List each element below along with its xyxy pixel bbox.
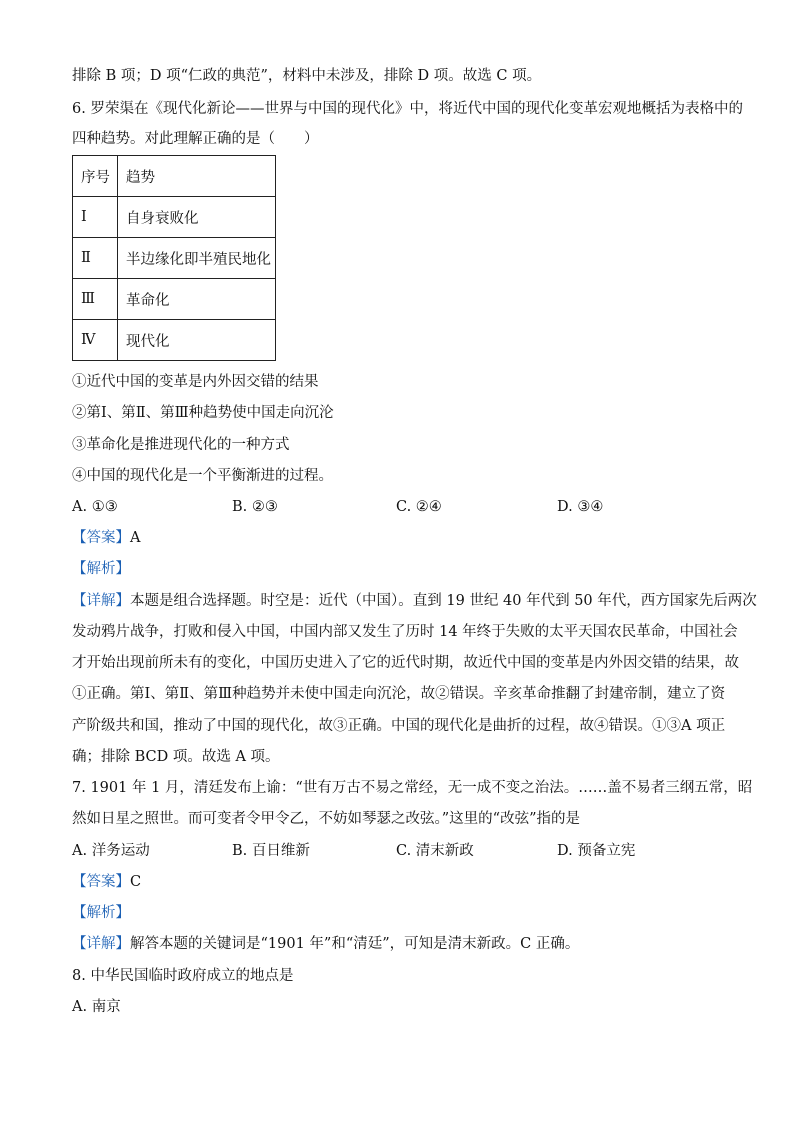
table-row xyxy=(73,320,276,361)
statement-1: ①近代中国的变革是内外因交错的结果 xyxy=(72,374,319,390)
table-row xyxy=(73,279,276,320)
statement-2: ②第Ⅰ、第Ⅱ、第Ⅲ种趋势使中国走向沉沦 xyxy=(72,405,334,421)
table-header-cell: 趋势 xyxy=(118,156,276,197)
table-cell: 现代化 xyxy=(118,320,276,361)
answer-line xyxy=(72,528,140,548)
table-cell: 自身衰败化 xyxy=(118,197,276,238)
detail-line: 产阶级共和国，推动了中国的现代化，故③正确。中国的现代化是曲折的过程，故④错误。①③A 项正 xyxy=(72,718,726,734)
option-d: D. ③④ xyxy=(557,499,604,515)
question-6-stem: 6. 罗荣渠在《现代化新论——世界与中国的现代化》中，将近代中国的现代化变革宏观地概括为表格中的 xyxy=(72,101,743,117)
q7-option-b: B. 百日维新 xyxy=(232,843,310,859)
q7-analysis-tag: 【解析】 xyxy=(72,905,130,921)
q7-option-a: A. 洋务运动 xyxy=(72,843,150,859)
question-6-stem-cont: 四种趋势。对此理解正确的是（ ） xyxy=(72,131,319,147)
option-a: A. ①③ xyxy=(72,499,118,515)
q7-detail-line xyxy=(72,934,579,954)
table-cell: Ⅲ xyxy=(73,279,118,320)
table-header-row xyxy=(73,156,276,197)
detail-tag: 【详解】 xyxy=(72,936,130,952)
table-cell: Ⅳ xyxy=(73,320,118,361)
detail-line: 才开始出现前所未有的变化，中国历史进入了它的近代时期，故近代中国的变革是内外因交错的结果，故 xyxy=(72,655,739,671)
detail-line: ①正确。第Ⅰ、第Ⅱ、第Ⅲ种趋势并未使中国走向沉沦，故②错误。辛亥革命推翻了封建帝制，建立了资 xyxy=(72,686,726,702)
answer-tag: 【答案】 xyxy=(72,530,130,546)
answer-value: C xyxy=(130,874,142,890)
answer-tag: 【答案】 xyxy=(72,874,130,890)
option-c: C. ②④ xyxy=(396,499,442,515)
question-7-stem: 7. 1901 年 1 月，清廷发布上谕：“世有万古不易之常经，无一成不变之治法。……盖不易者三纲五常，昭 xyxy=(72,780,753,796)
answer-value: A xyxy=(130,530,141,546)
question-8-stem: 8. 中华民国临时政府成立的地点是 xyxy=(72,968,294,984)
detail-tag: 【详解】 xyxy=(72,593,130,609)
question-7-stem-cont: 然如日星之照世。而可变者令甲令乙，不妨如琴瑟之改弦。”这里的“改弦”指的是 xyxy=(72,811,580,827)
analysis-tag: 【解析】 xyxy=(72,561,130,577)
table-cell: Ⅰ xyxy=(73,197,118,238)
q7-option-d: D. 预备立宪 xyxy=(557,843,636,859)
table-header-cell: 序号 xyxy=(73,156,118,197)
table-row xyxy=(73,238,276,279)
detail-text: 本题是组合选择题。时空是：近代（中国）。直到 19 世纪 40 年代到 50 年代，西方国家先后两次 xyxy=(130,593,757,609)
detail-line xyxy=(72,591,757,611)
detail-line: 发动鸦片战争，打败和侵入中国，中国内部又发生了历时 14 年终于失败的太平天国农民革命，中国社会 xyxy=(72,624,738,640)
q8-option-a: A. 南京 xyxy=(72,999,121,1015)
table-cell: Ⅱ xyxy=(73,238,118,279)
table-cell: 半边缘化即半殖民地化 xyxy=(118,238,276,279)
table-row xyxy=(73,197,276,238)
statement-3: ③革命化是推进现代化的一种方式 xyxy=(72,437,290,453)
option-b: B. ②③ xyxy=(232,499,278,515)
q7-answer-line xyxy=(72,872,141,892)
trend-table xyxy=(72,155,276,361)
text-line: 排除 B 项；D 项“仁政的典范”，材料中未涉及，排除 D 项。故选 C 项。 xyxy=(72,68,542,84)
statement-4: ④中国的现代化是一个平衡渐进的过程。 xyxy=(72,468,333,484)
table-cell: 革命化 xyxy=(118,279,276,320)
detail-text: 解答本题的关键词是“1901 年”和“清廷”，可知是清末新政。C 正确。 xyxy=(130,936,580,952)
q7-option-c: C. 清末新政 xyxy=(396,843,474,859)
detail-line: 确；排除 BCD 项。故选 A 项。 xyxy=(72,749,280,765)
